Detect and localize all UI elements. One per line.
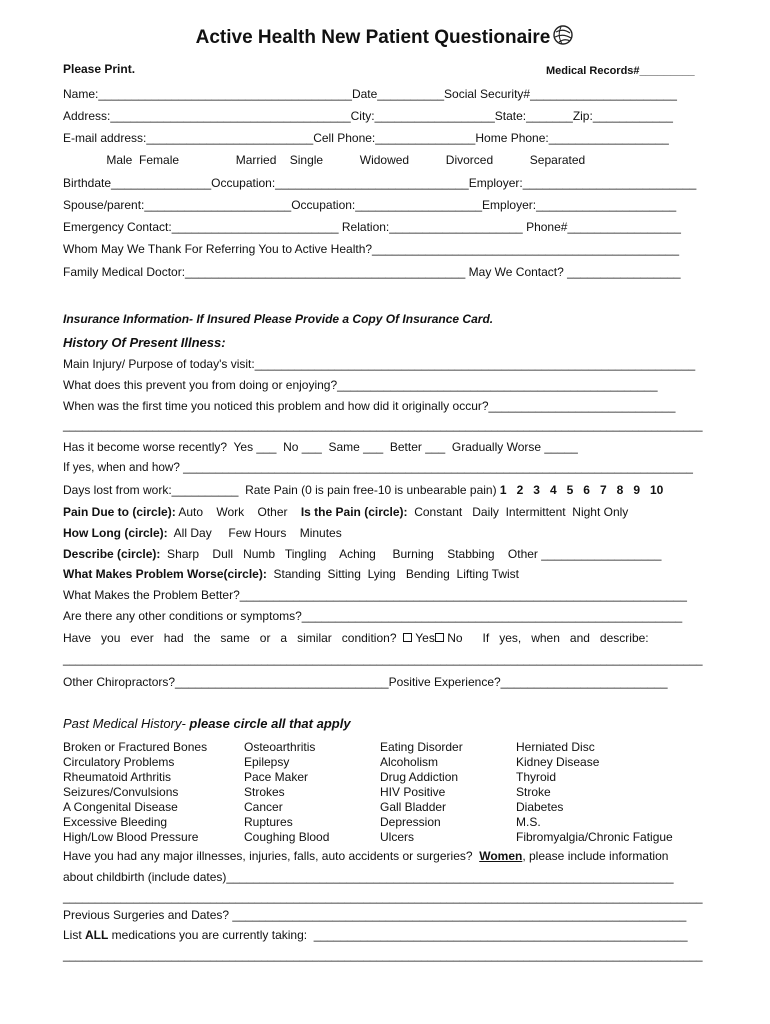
- title-text: Active Health New Patient Questionaire: [195, 27, 551, 48]
- pmh-heading-instruction: please circle all that apply: [189, 716, 351, 731]
- condition-item[interactable]: Eating Disorder: [380, 740, 463, 754]
- worse-factors-label: What Makes Problem Worse(circle):: [63, 567, 267, 581]
- condition-item[interactable]: Stroke: [516, 785, 551, 799]
- condition-item[interactable]: Pace Maker: [244, 770, 309, 784]
- when-how-field[interactable]: If yes, when and how? ______________________________________________________________________________: [63, 461, 693, 474]
- pmh-column-3[interactable]: [380, 740, 463, 845]
- pain-is-label: Is the Pain (circle):: [300, 505, 408, 519]
- illness-question-text: Have you had any major illnesses, injuries, falls, auto accidents or surgeries?: [63, 849, 480, 863]
- pmh-heading-text: Past Medical History-: [63, 716, 190, 731]
- condition-item[interactable]: Diabetes: [516, 800, 564, 814]
- childbirth-field[interactable]: about childbirth (include dates)___________________________________________________________________: [63, 870, 674, 884]
- condition-item[interactable]: Herniated Disc: [516, 740, 595, 754]
- email-phone-field[interactable]: E-mail address:_________________________Cell Phone:_______________Home Phone:__________________: [63, 131, 669, 145]
- chiropractors-field[interactable]: Other Chiropractors?________________________________Positive Experience?_________________________: [63, 675, 668, 689]
- how-long-label: How Long (circle):: [63, 526, 168, 540]
- condition-item[interactable]: Cancer: [244, 800, 283, 814]
- condition-item[interactable]: Fibromyalgia/Chronic Fatigue: [516, 830, 673, 844]
- referral-field[interactable]: Whom May We Thank For Referring You to Active Health?______________________________________________: [63, 242, 680, 256]
- pmh-column-1[interactable]: [63, 740, 207, 845]
- condition-item[interactable]: A Congenital Disease: [63, 800, 178, 814]
- condition-item[interactable]: Excessive Bleeding: [63, 815, 168, 829]
- condition-item[interactable]: Osteoarthritis: [244, 740, 316, 754]
- medications-field[interactable]: [63, 928, 688, 942]
- main-injury-field[interactable]: Main Injury/ Purpose of today's visit:__________________________________________________________________: [63, 357, 696, 371]
- name-date-ssn-field[interactable]: Name:______________________________________Date__________Social Security#______________________: [63, 87, 677, 101]
- pain-scale[interactable]: 1 2 3 4 5 6 7 8 9 10: [499, 483, 664, 497]
- address-field[interactable]: Address:____________________________________City:__________________State:_______Zip:____________: [63, 109, 673, 123]
- no-label: No If yes, when and describe:: [443, 631, 649, 645]
- describe-row[interactable]: [63, 547, 661, 561]
- worse-factors-row[interactable]: [63, 567, 519, 581]
- history-heading: History Of Present Illness:: [63, 335, 226, 350]
- emergency-contact-field[interactable]: Emergency Contact:_________________________ Relation:____________________ Phone#_________________: [63, 220, 681, 234]
- pmh-column-4[interactable]: [516, 740, 673, 845]
- condition-item[interactable]: High/Low Blood Pressure: [63, 830, 199, 844]
- condition-item[interactable]: Ruptures: [244, 815, 293, 829]
- blank-line[interactable]: ____________________________________________________________________________________________________: [63, 950, 703, 962]
- medications-text: List: [63, 928, 86, 942]
- condition-item[interactable]: Thyroid: [516, 770, 557, 784]
- describe-options[interactable]: Sharp Dull Numb Tingling Aching Burning Stabbing Other __________________: [160, 547, 662, 561]
- condition-item[interactable]: Strokes: [244, 785, 285, 799]
- days-lost-text: Days lost from work:__________ Rate Pain (0 is pain free-10 is unbearable pain): [63, 483, 500, 497]
- first-time-field[interactable]: When was the first time you noticed this problem and how did it originally occur?____________________________: [63, 399, 676, 413]
- how-long-options[interactable]: All Day Few Hours Minutes: [167, 526, 342, 540]
- blank-line[interactable]: ____________________________________________________________________________________________________: [63, 654, 703, 666]
- condition-item[interactable]: Alcoholism: [380, 755, 439, 769]
- condition-item[interactable]: Coughing Blood: [244, 830, 330, 844]
- condition-item[interactable]: HIV Positive: [380, 785, 446, 799]
- condition-item[interactable]: Circulatory Problems: [63, 755, 175, 769]
- similar-condition-row[interactable]: [63, 631, 649, 645]
- yes-label: Yes: [412, 631, 435, 645]
- pain-due-row[interactable]: [63, 505, 628, 519]
- condition-item[interactable]: Seizures/Convulsions: [63, 785, 179, 799]
- illness-question-tail: , please include information: [522, 849, 669, 863]
- condition-item[interactable]: Rheumatoid Arthritis: [63, 770, 172, 784]
- other-conditions-field[interactable]: Are there any other conditions or symptoms?_________________________________________________________: [63, 609, 683, 623]
- prevent-field[interactable]: What does this prevent you from doing or enjoying?________________________________________________: [63, 378, 658, 392]
- medications-tail[interactable]: medications you are currently taking: ________________________________________________________: [108, 928, 688, 942]
- family-doctor-field[interactable]: Family Medical Doctor:__________________________________________ May We Contact? _________________: [63, 265, 681, 279]
- globe-logo-icon: [552, 24, 574, 53]
- pmh-heading: [63, 716, 351, 732]
- medications-all: ALL: [85, 928, 109, 942]
- condition-item[interactable]: Kidney Disease: [516, 755, 600, 769]
- yes-checkbox[interactable]: [403, 633, 412, 642]
- similar-condition-text: Have you ever had the same or a similar condition?: [63, 631, 404, 645]
- birthdate-occupation-field[interactable]: Birthdate_______________Occupation:_____________________________Employer:__________________________: [63, 176, 697, 190]
- condition-item[interactable]: Broken or Fractured Bones: [63, 740, 208, 754]
- describe-label: Describe (circle):: [63, 547, 161, 561]
- worse-recently-field[interactable]: Has it become worse recently? Yes ___ No ___ Same ___ Better ___ Gradually Worse _____: [63, 440, 578, 454]
- illness-question: [63, 849, 668, 863]
- women-emphasis: Women: [479, 849, 523, 863]
- form-title: [0, 24, 770, 53]
- how-long-row[interactable]: [63, 526, 342, 540]
- insurance-note: Insurance Information- If Insured Please Provide a Copy Of Insurance Card.: [63, 312, 494, 326]
- condition-item[interactable]: Drug Addiction: [380, 770, 459, 784]
- blank-line[interactable]: ____________________________________________________________________________________________________: [63, 892, 703, 904]
- pmh-column-2[interactable]: [244, 740, 329, 845]
- pain-is-options[interactable]: Constant Daily Intermittent Night Only: [407, 505, 629, 519]
- condition-item[interactable]: M.S.: [516, 815, 541, 829]
- please-print: Please Print.: [63, 62, 136, 76]
- condition-item[interactable]: Gall Bladder: [380, 800, 447, 814]
- condition-item[interactable]: Depression: [380, 815, 441, 829]
- worse-factors-options[interactable]: Standing Sitting Lying Bending Lifting Twist: [266, 567, 519, 581]
- gender-marital-options[interactable]: Male Female Married Single Widowed Divorced Separated: [63, 153, 586, 167]
- surgeries-field[interactable]: Previous Surgeries and Dates? ____________________________________________________________________: [63, 908, 687, 922]
- days-lost-field[interactable]: [63, 483, 663, 497]
- condition-item[interactable]: Epilepsy: [244, 755, 290, 769]
- no-checkbox[interactable]: [435, 633, 444, 642]
- condition-item[interactable]: Ulcers: [380, 830, 415, 844]
- pain-due-options[interactable]: Auto Work Other: [175, 505, 301, 519]
- better-field[interactable]: What Makes the Problem Better?___________________________________________________________________: [63, 588, 687, 602]
- blank-line[interactable]: ____________________________________________________________________________________________________: [63, 420, 703, 432]
- spouse-field[interactable]: Spouse/parent:______________________Occupation:___________________Employer:_____________________: [63, 198, 677, 212]
- pain-due-label: Pain Due to (circle):: [63, 505, 176, 519]
- medical-records-field[interactable]: Medical Records#_________: [546, 65, 695, 77]
